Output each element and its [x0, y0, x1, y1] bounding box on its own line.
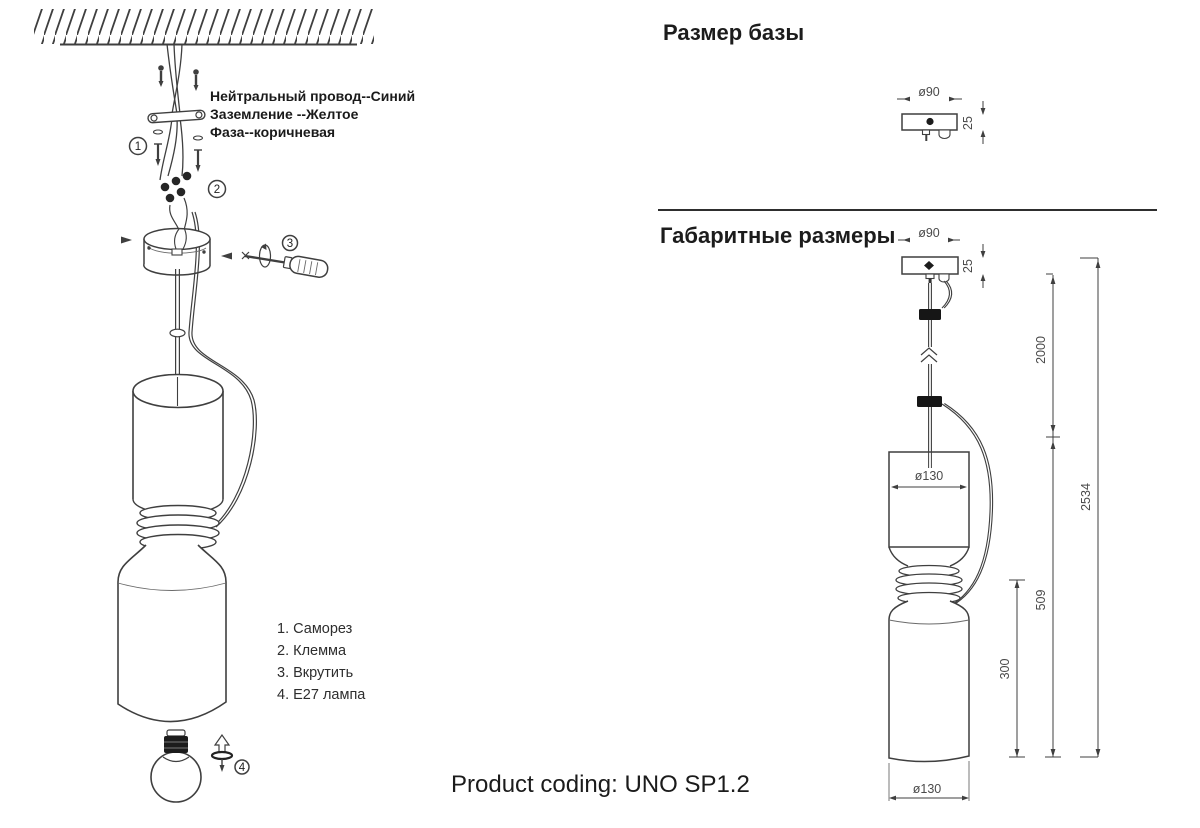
overall-base-diameter-dim: ø90: [918, 226, 940, 240]
callout-4: [235, 760, 249, 774]
overall-size-title: Габаритные размеры: [660, 223, 896, 248]
step-item-2: 2. Клемма: [277, 643, 347, 659]
cable-clamp: [917, 396, 942, 407]
wire-label-neutral: Нейтральный провод--Синий: [210, 88, 416, 104]
shade-diameter-dim: ø130: [914, 469, 944, 483]
pendant-lamp-side-icon: [889, 452, 969, 762]
callout-4-number: 4: [238, 762, 246, 774]
base-height-dim: 25: [961, 116, 975, 130]
step-item-4: 4. E27 лампа: [277, 687, 366, 703]
callout-3: [283, 236, 298, 251]
wire-label-phase: Фаза--коричневая: [210, 124, 336, 140]
total-height-dim: 2534: [1079, 483, 1093, 511]
cord-length-dim: 2000: [1034, 336, 1048, 364]
step-item-3: 3. Вкрутить: [277, 665, 354, 681]
bottom-diameter-dim: ø130: [912, 782, 942, 796]
callout-1-number: 1: [134, 141, 142, 153]
step-item-1: 1. Саморез: [277, 621, 353, 637]
callout-1: [130, 138, 147, 155]
product-coding: Product coding: UNO SP1.2: [451, 771, 750, 798]
ceiling-hatch-icon: [34, 9, 374, 45]
base-size-title: Размер базы: [663, 20, 805, 45]
overall-base-height-dim: 25: [961, 259, 975, 273]
base-diameter-dim: ø90: [918, 85, 940, 99]
wire-label-ground: Заземление --Желтое: [210, 106, 359, 122]
cable-clamp: [919, 309, 941, 320]
callout-2-number: 2: [213, 184, 221, 196]
body-height-dim: 300: [998, 658, 1012, 680]
fixture-height-dim: 509: [1034, 589, 1048, 611]
callout-3-number: 3: [286, 238, 294, 250]
callout-2: [209, 181, 226, 198]
